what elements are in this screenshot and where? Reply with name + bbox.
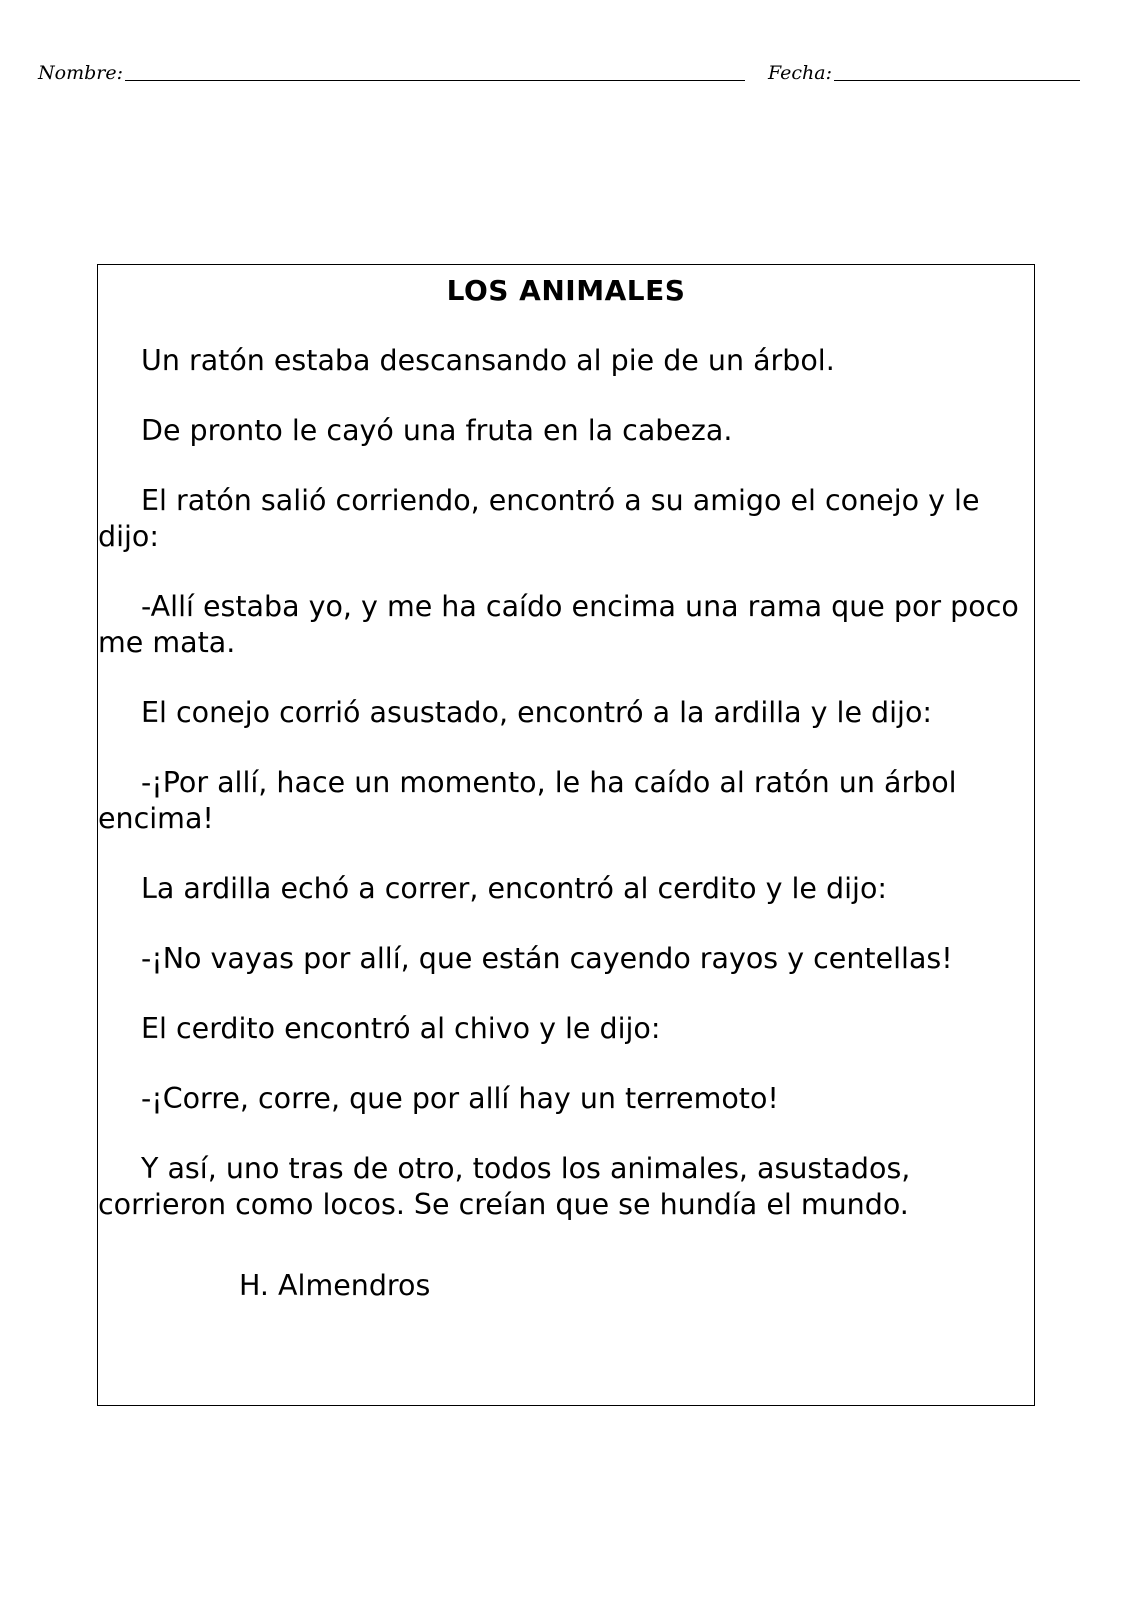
name-field[interactable] <box>38 55 745 85</box>
story-paragraph: Y así, uno tras de otro, todos los animales, asustados, corrieron como locos. Se creían que se hundía el mundo. <box>98 1152 911 1221</box>
name-label: Nombre: <box>38 62 123 84</box>
story-paragraph: La ardilla echó a correr, encontró al cerdito y le dijo: <box>141 872 887 905</box>
story-paragraph: De pronto le cayó una fruta en la cabeza. <box>141 414 733 447</box>
story-paragraph: -¡Corre, corre, que por allí hay un terremoto! <box>141 1082 779 1115</box>
story-paragraph: -Allí estaba yo, y me ha caído encima una rama que por poco me mata. <box>98 590 1019 659</box>
story-body <box>98 343 1033 1257</box>
story-paragraph: -¡Por allí, hace un momento, le ha caído al ratón un árbol encima! <box>98 766 957 835</box>
story-paragraph: Un ratón estaba descansando al pie de un árbol. <box>141 344 835 377</box>
story-author: H. Almendros <box>239 1269 431 1302</box>
worksheet-header <box>38 55 1083 89</box>
name-blank-line[interactable] <box>125 58 745 81</box>
date-blank-line[interactable] <box>834 58 1080 81</box>
date-field[interactable] <box>768 55 1080 85</box>
story-paragraph: El conejo corrió asustado, encontró a la ardilla y le dijo: <box>141 696 933 729</box>
story-title: LOS ANIMALES <box>446 274 686 307</box>
story-box <box>97 264 1035 1406</box>
date-label: Fecha: <box>768 62 832 84</box>
story-paragraph: -¡No vayas por allí, que están cayendo rayos y centellas! <box>141 942 953 975</box>
story-paragraph: El ratón salió corriendo, encontró a su amigo el conejo y le dijo: <box>98 484 980 553</box>
story-paragraph: El cerdito encontró al chivo y le dijo: <box>141 1012 661 1045</box>
